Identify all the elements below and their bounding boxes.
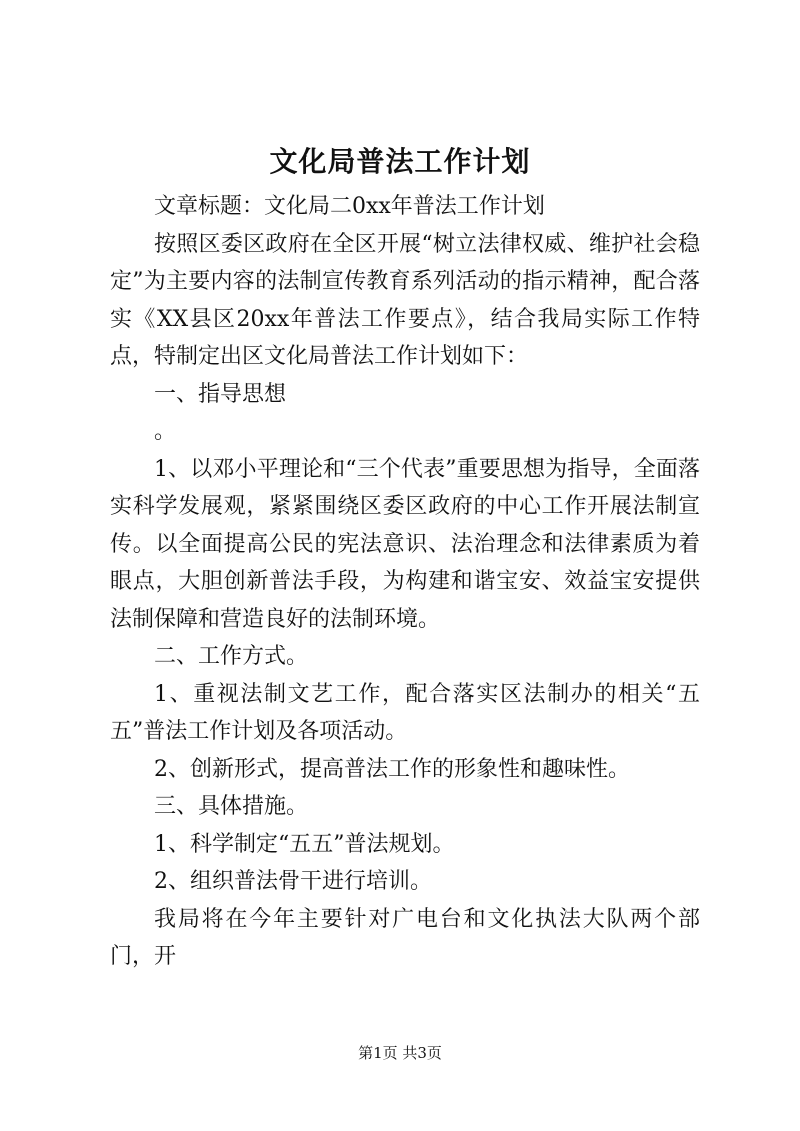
paragraph-measure-2: 2、组织普法骨干进行培训。 — [154, 869, 432, 894]
paragraph-measure-detail: 我局将在今年主要针对广电台和文化执法大队两个部门，开 — [110, 906, 700, 969]
heading-specific-measures: 三、具体措施。 — [154, 794, 309, 819]
paragraph-intro: 按照区委区政府在全区开展“树立法律权威、维护社会稳定”为主要内容的法制宣传教育系列活动的指示精神，配合落实《XX县区20xx年普法工作要点》，结合我局实际工作特点，特制定出区文化局普法工作计划如下： — [110, 231, 700, 369]
paragraph-method-1: 1、重视法制文艺工作，配合落实区法制办的相关“五五”普法工作计划及各项活动。 — [110, 681, 700, 744]
paragraph-measure-1: 1、科学制定“五五”普法规划。 — [154, 831, 455, 857]
document-title: 文化局普法工作计划 — [269, 145, 531, 178]
page-number-footer: 第1页 共3页 — [358, 1044, 442, 1062]
document-body — [110, 188, 700, 976]
paragraph-guiding-point-1: 1、以邓小平理论和“三个代表”重要思想为指导，全面落实科学发展观，紧紧围绕区委区政府的中心工作开展法制宣传。以全面提高公民的宪法意识、法治理念和法律素质为着眼点，大胆创新普法手段，为构建和谐宝安、效益宝安提供法制保障和营造良好的法制环境。 — [110, 456, 700, 632]
paragraph-method-2: 2、创新形式，提高普法工作的形象性和趣味性。 — [154, 756, 630, 782]
heading-guiding-ideology: 一、指导思想 — [154, 381, 287, 407]
paragraph-article-title: 文章标题：文化局二0xx年普法工作计划 — [154, 194, 545, 219]
paragraph-period: 。 — [154, 419, 177, 444]
heading-work-methods: 二、工作方式。 — [154, 644, 309, 669]
